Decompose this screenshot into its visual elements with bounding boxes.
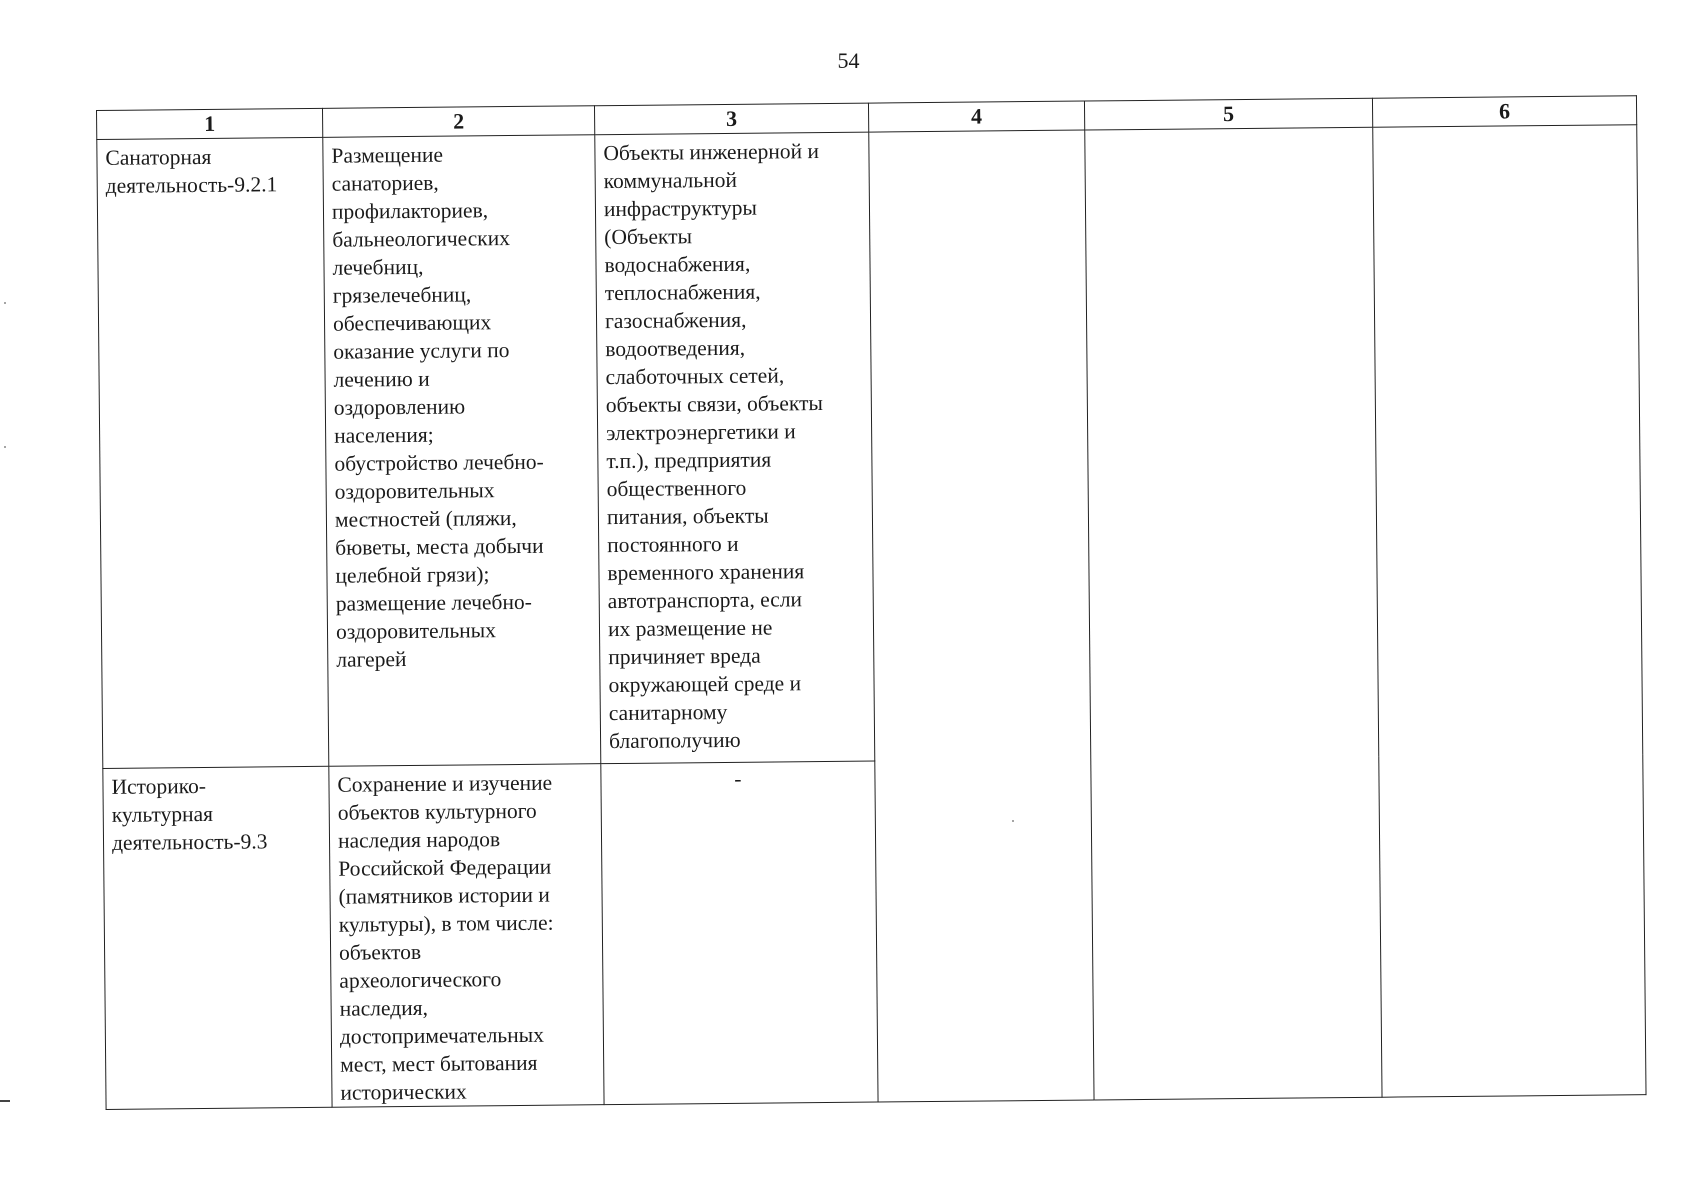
land-use-type: Историко- культурная деятельность-9.3: [111, 773, 268, 855]
column-header-1: 1: [97, 108, 323, 139]
table-cell-empty: [1373, 125, 1646, 1097]
land-use-description: Сохранение и изучение объектов культурного наследия народов Российской Федерации (памятников истории и культуры), в том числе: объектов археологического наследия, достопримечательных мест, мест бытования исторических: [337, 770, 554, 1105]
table-cell: [329, 764, 604, 1108]
scan-margin-mark: [0, 1100, 10, 1102]
land-use-table: [96, 95, 1647, 1110]
auxiliary-uses: -: [734, 766, 742, 791]
column-header-3: 3: [594, 103, 868, 135]
table-cell: [595, 132, 875, 764]
column-header-2: 2: [322, 106, 594, 138]
table-cell: [601, 761, 878, 1105]
scan-speck: [4, 302, 6, 304]
table-cell: [323, 135, 601, 767]
page-number: 54: [837, 48, 860, 73]
table-cell-empty: [869, 130, 1094, 1102]
land-use-type: Санаторная деятельность-9.2.1: [105, 144, 278, 198]
table-cell: [97, 137, 329, 768]
scan-speck: [1012, 820, 1014, 822]
table-cell-empty: [1085, 127, 1382, 1100]
auxiliary-uses: Объекты инженерной и коммунальной инфраструктуры (Объекты водоснабжения, теплоснабжения, газоснабжения, водоотведения, слаботочных сетей, объекты связи, объекты электроэнергетики и т.п.), предприятия общественного питания, объекты постоянного и временного хранения автотранспорта, если их размещение не причиняет вреда окружающей среде и санитарному благополучию: [603, 139, 824, 754]
column-header-4: 4: [868, 101, 1084, 132]
column-header-5: 5: [1084, 98, 1372, 130]
scan-speck: [4, 446, 6, 448]
land-use-description: Размещение санаториев, профилакториев, бальнеологических лечебниц, грязелечебниц, обеспечивающих оказание услуги по лечению и оздоровлению населения; обустройство лечебно- оздоровительных местностей (пляжи, бюветы, места добычи целебной грязи); размещение лечебно- оздоровительных лагерей: [331, 142, 544, 672]
table-row: [97, 125, 1643, 769]
table-cell: [103, 766, 332, 1109]
column-header-6: 6: [1372, 96, 1636, 128]
